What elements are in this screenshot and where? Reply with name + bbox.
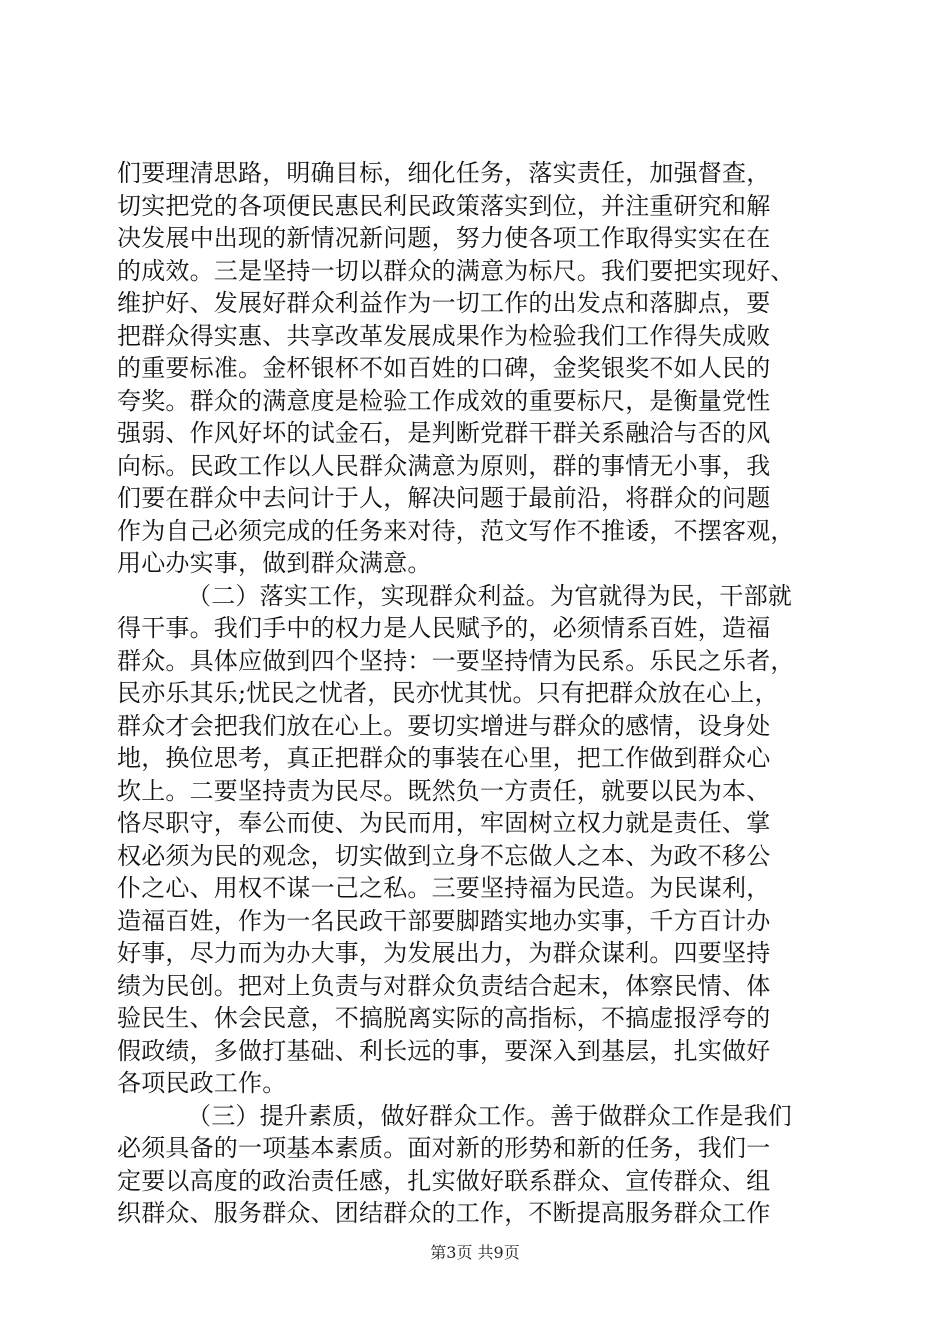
text-line: 得干事。我们手中的权力是人民赋予的，必须情系百姓，造福 xyxy=(117,614,771,642)
text-line: 权必须为民的观念，切实做到立身不忘做人之本、为政不移公 xyxy=(117,841,771,870)
text-line: （三）提升素质，做好群众工作。善于做群众工作是我们 xyxy=(187,1101,792,1130)
text-line: 们要理清思路，明确目标，细化任务，落实责任，加强督查， xyxy=(117,159,771,187)
text-line: 织群众、服务群众、团结群众的工作，不断提高服务群众工作 xyxy=(117,1199,771,1227)
text-line: 维护好、发展好群众利益作为一切工作的出发点和落脚点，要 xyxy=(117,289,771,317)
text-line: 民亦乐其乐;忧民之忧者，民亦忧其忧。只有把群众放在心上， xyxy=(117,679,779,707)
text-line: 各项民政工作。 xyxy=(117,1069,287,1097)
text-line: 绩为民创。把对上负责与对群众负责结合起末，体察民情、体 xyxy=(117,971,771,1000)
text-line: 向标。民政工作以人民群众满意为原则，群的事情无小事，我 xyxy=(117,451,771,480)
text-line: 们要在群众中去问计于人，解决问题于最前沿，将群众的问题 xyxy=(117,484,771,512)
text-line: 切实把党的各项便民惠民利民政策落实到位，并注重研究和解 xyxy=(117,191,771,220)
text-line: 把群众得实惠、共享改革发展成果作为检验我们工作得失成败 xyxy=(117,321,771,350)
text-line: 作为自己必须完成的任务来对待，范文写作不推诿，不摆客观， xyxy=(117,516,795,545)
text-line: 群众才会把我们放在心上。要切实增进与群众的感情，设身处 xyxy=(117,711,771,740)
text-line: 夸奖。群众的满意度是检验工作成效的重要标尺，是衡量党性 xyxy=(117,386,771,415)
body-text xyxy=(117,157,833,1230)
text-line: 仆之心、用权不谋一己之私。三要坚持福为民造。为民谋利， xyxy=(117,874,771,902)
text-line: 强弱、作风好坏的试金石，是判断党群干群关系融洽与否的风 xyxy=(117,419,771,447)
text-line: 用心办实事，做到群众满意。 xyxy=(117,549,432,577)
text-line: 好事，尽力而为办大事，为发展出力，为群众谋利。四要坚持 xyxy=(117,939,771,967)
text-line: 造福百姓，作为一名民政干部要脚踏实地办实事，千方百计办 xyxy=(117,906,771,935)
text-line: 地，换位思考，真正把群众的事装在心里，把工作做到群众心 xyxy=(117,744,771,772)
text-line: 必须具备的一项基本素质。面对新的形势和新的任务，我们一 xyxy=(117,1134,771,1162)
text-line: 的重要标准。金杯银杯不如百姓的口碑，金奖银奖不如人民的 xyxy=(117,354,771,382)
text-line: 坎上。二要坚持责为民尽。既然负一方责任，就要以民为本、 xyxy=(117,776,771,805)
text-line: 的成效。三是坚持一切以群众的满意为标尺。我们要把实现好、 xyxy=(117,256,795,285)
text-line: 恪尽职守，奉公而使、为民而用，牢固树立权力就是责任、掌 xyxy=(117,809,771,837)
text-line: 决发展中出现的新情况新问题，努力使各项工作取得实实在在 xyxy=(117,224,771,252)
text-line: （二）落实工作，实现群众利益。为官就得为民，干部就 xyxy=(187,581,792,610)
text-line: 定要以高度的政治责任感，扎实做好联系群众、宣传群众、组 xyxy=(117,1166,771,1195)
text-line: 验民生、休会民意，不搞脱离实际的高指标，不搞虚报浮夸的 xyxy=(117,1004,771,1032)
page-footer: 第3页 共9页 xyxy=(430,1243,520,1262)
text-line: 假政绩，多做打基础、利长远的事，要深入到基层，扎实做好 xyxy=(117,1036,771,1065)
text-line: 群众。具体应做到四个坚持：一要坚持情为民系。乐民之乐者， xyxy=(117,646,795,675)
